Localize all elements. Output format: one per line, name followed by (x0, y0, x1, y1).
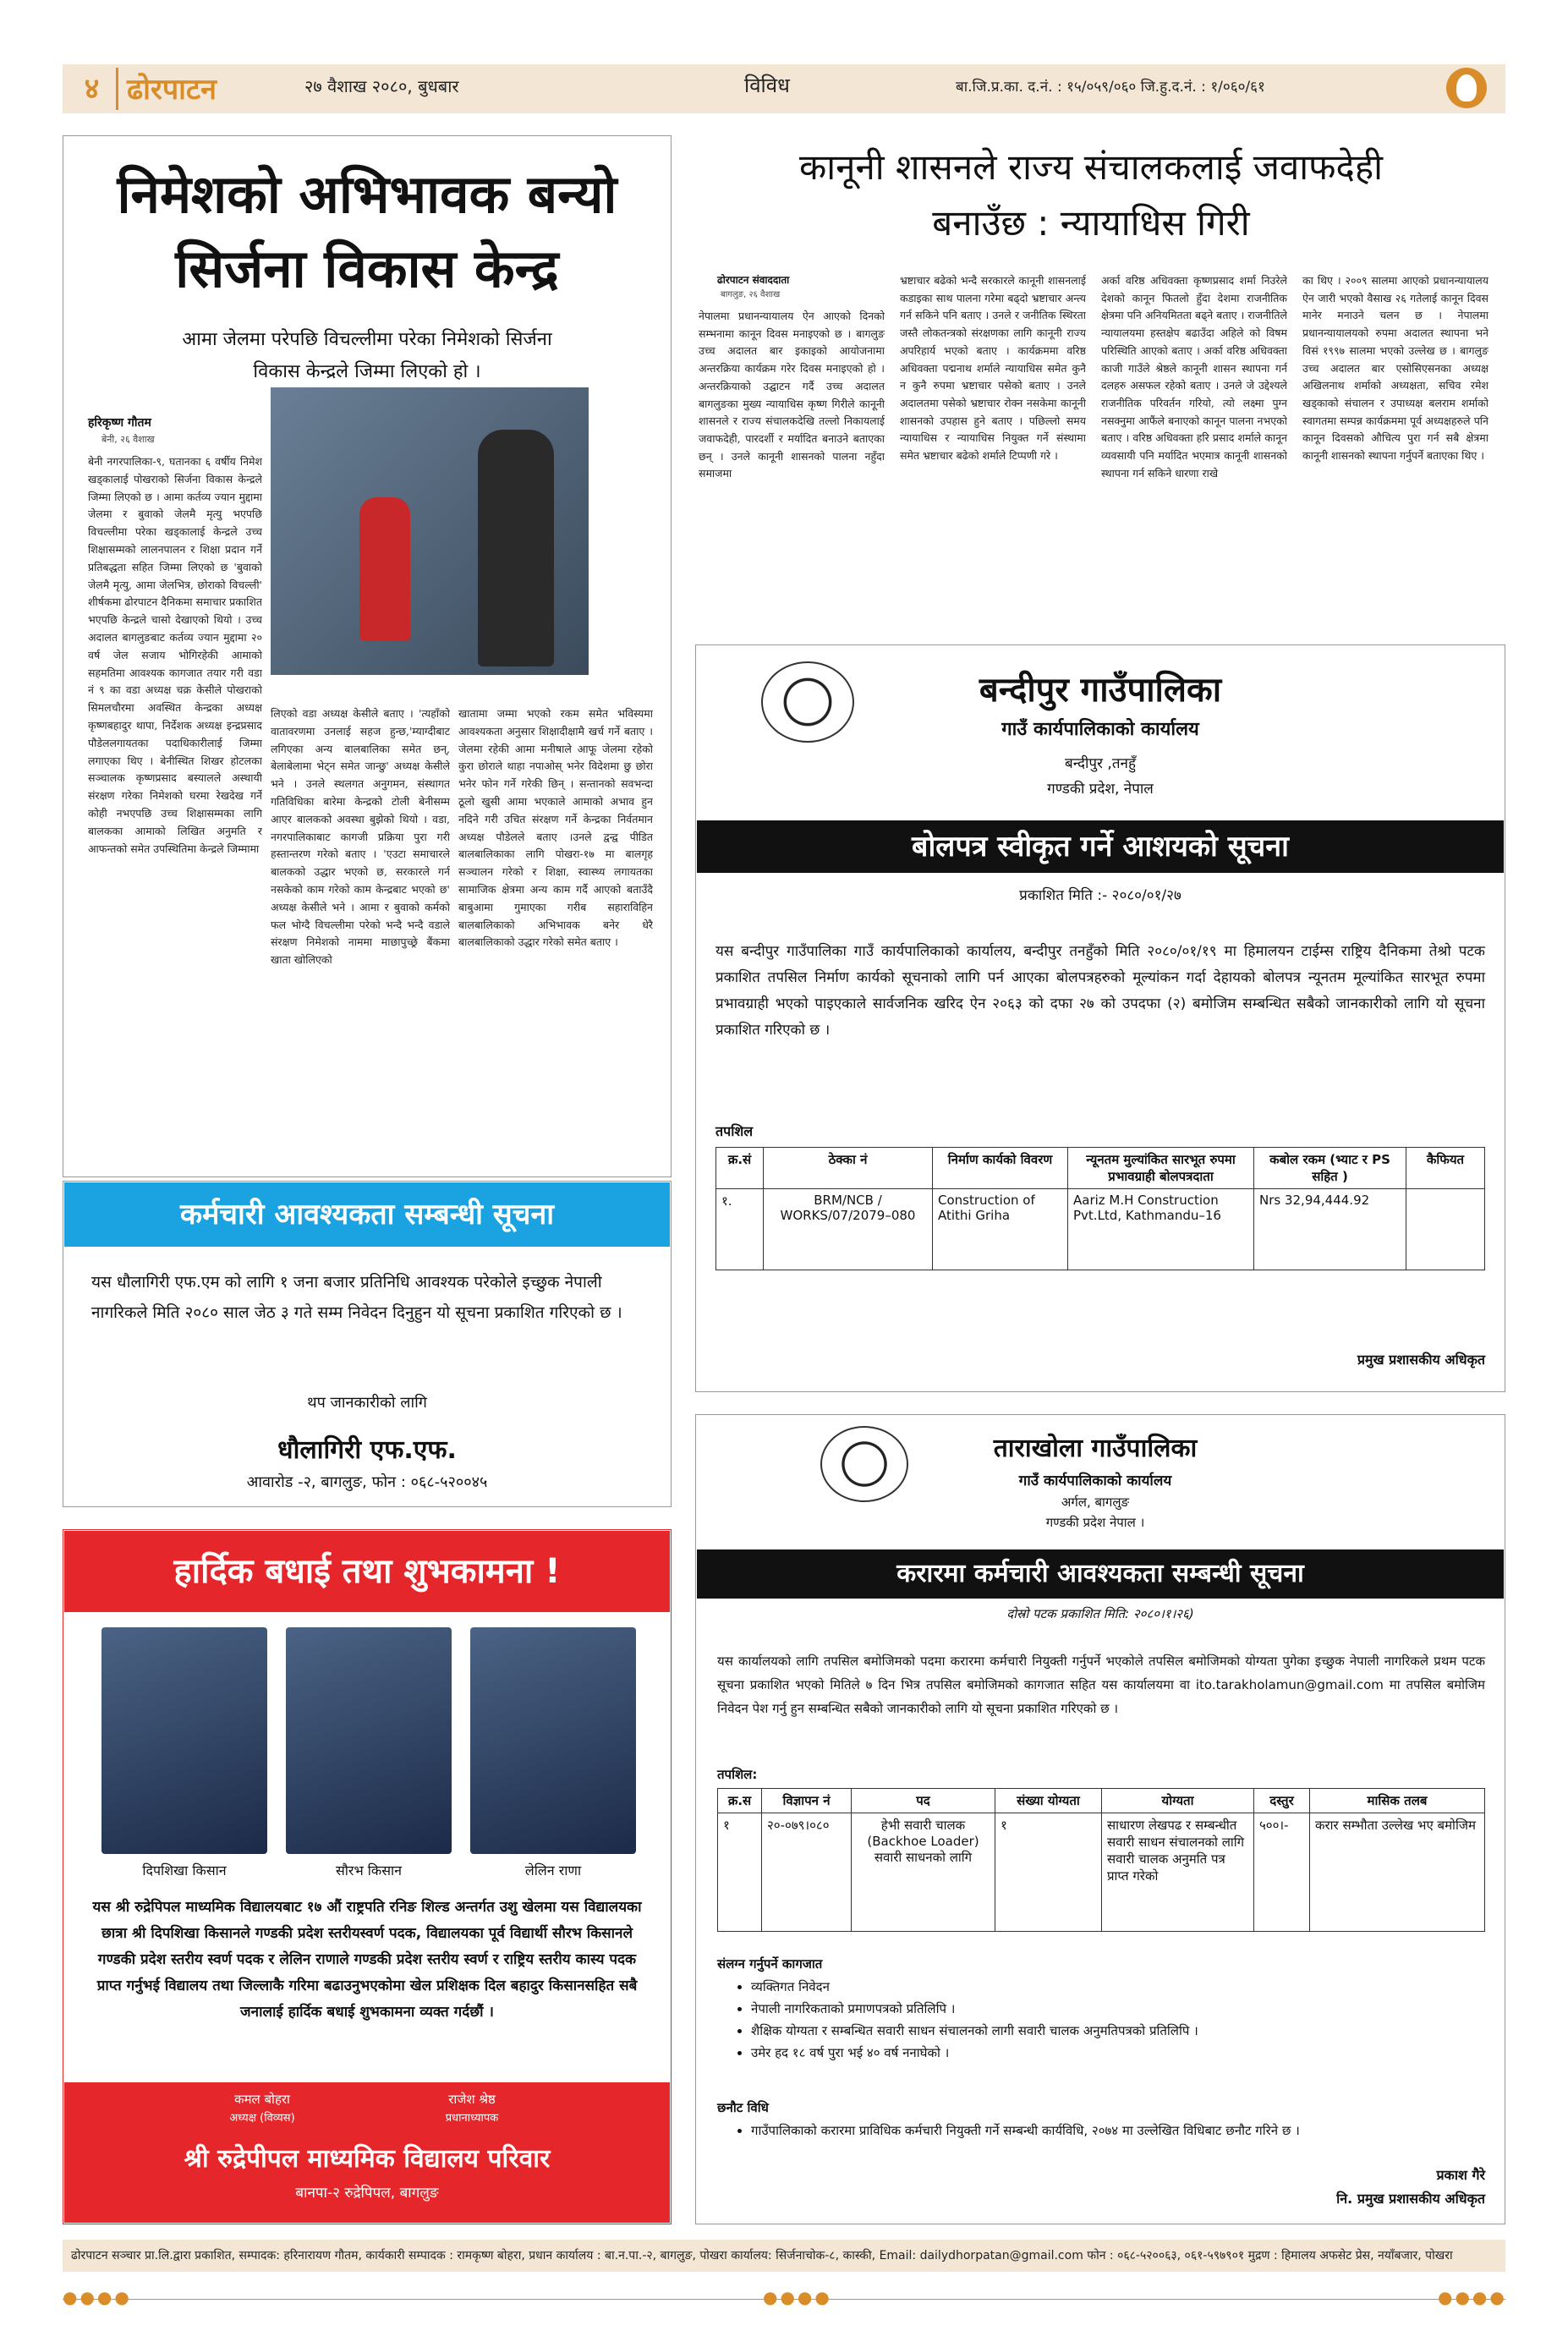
list-item: • शैक्षिक योग्यता र सम्बन्धित सवारी साधन संचालनको लागी सवारी चालक अनुमतिपत्रको प्रतिलिपि । (751, 2020, 1480, 2042)
footer-dots-center: ●●●● (763, 2287, 832, 2307)
story2-headline-1: कानूनी शासनले राज्य संचालकलाई जवाफदेही (799, 146, 1383, 188)
paper-name: ढोरपाटन (127, 73, 217, 107)
story2-dateline: बागलुङ, २६ वैशाख (721, 290, 781, 299)
tarakhola-addr1: अर्गल, बागलुङ (1061, 1495, 1130, 1510)
tarakhola-body: यस कार्यालयको लागि तपसिल बमोजिमको पदमा करारमा कर्मचारी नियुक्ती गर्नुपर्ने भएकोले तपसिल बमोजिमको योग्यता पुगेका इच्छुक नेपाली नागरिकले प्रथम पटक सूचना प्रकाशित भएको मितिले ७ दिन भित्र तपसिल बमोजिमको कागजात सहित यस कार्यालयमा वा ito.tarakholamun@gmail.com मा तपसिल बमोजिम निवेदन पेश गर्नु हुन सम्बन्धित सबैको जानकारीको लागि यो सूचना प्रकाशित गरिएको छ । (717, 1654, 1485, 1716)
bandipur-signatory: प्रमुख प्रशासकीय अधिकृत (1357, 1352, 1485, 1368)
paper-logo-icon (1446, 68, 1487, 108)
tarakhola-published: दोस्रो पटक प्रकाशित मिति: २०८०।१।२६) (1006, 1606, 1194, 1621)
tarakhola-sig-title: नि. प्रमुख प्रशासकीय अधिकृत (1336, 2191, 1485, 2207)
tarakhola-subtitle: गाउँ कार्यपालिकाको कार्यालय (1018, 1473, 1172, 1489)
col-header: क्र.स (718, 1789, 762, 1813)
col-header: विज्ञापन नं (762, 1789, 852, 1813)
bandipur-title: बन्दीपुर गाउँपालिका (979, 671, 1222, 710)
bandipur-table-label: तपशिल (715, 1123, 754, 1139)
photo-dipshikha (101, 1627, 267, 1854)
photo-man (478, 430, 554, 666)
table-row (716, 1189, 1485, 1270)
footer-dots-right: ●●●● (1438, 2287, 1507, 2307)
table-row (718, 1813, 1485, 1932)
story1-headline-2: सिर्जना विकास केन्द्र (175, 238, 559, 299)
bandipur-published: प्रकाशित मिति :- २०८०/०१/२७ (1019, 887, 1181, 904)
story1-headline-1: निमेशको अभिभावक बन्यो (117, 163, 617, 225)
table-cell (1406, 1189, 1485, 1270)
table-cell: १ (718, 1813, 762, 1932)
story2-column-4: का थिए । २००९ सालमा आएको प्रधानन्यायालय ऐन जारी भएको वैसाख २६ गतेलाई कानून दिवस मानेर मनाउने चलन छ । नेपालमा प्रधानन्यायालयको रुपमा अदालत स्थापना भने विसं १९९७ सालमा भएको उल्लेख छ । बागलुङ उच्च अदालत बार एसोसिएसनका अध्यक्ष अखिलनाथ शर्माको अध्यक्षता, सचिव रमेश खड्काको संचालन र उपाध्यक्ष बलराम शर्माको स्वागतमा सम्पन्न कार्यक्रममा पूर्व अध्यक्षहरुले पनि कानून दिवसको औचित्य पुरा गर्न सबै क्षेत्रमा कानूनी शासनको स्थापना गर्नुपर्ने बताएका थिए । (1302, 274, 1489, 463)
sig1-name: कमल बोहरा (234, 2092, 290, 2107)
table-cell: हेभी सवारी चालक (Backhoe Loader) सवारी साधनको लागि (852, 1813, 995, 1932)
school-address: बानपा-२ रुद्रेपिपल, बागलुङ (295, 2185, 439, 2202)
col-header: न्यूनतम मुल्यांकित सारभूत रुपमा प्रभावग्राही बोलपत्रदाता (1068, 1148, 1254, 1189)
bandipur-table (715, 1147, 1485, 1270)
table-cell: BRM/NCB / WORKS/07/2079–080 (764, 1189, 933, 1270)
tarakhola-banner: करारमा कर्मचारी आवश्यकता सम्बन्धी सूचना (697, 1549, 1504, 1599)
col-header: योग्यता (1102, 1789, 1254, 1813)
table-cell: २०-०७९।०८० (762, 1813, 852, 1932)
list-item: • व्यक्तिगत निवेदन (751, 1976, 1480, 1998)
sig2-title: प्रधानाध्यापक (445, 2112, 499, 2125)
sig2-name: राजेश श्रेष्ठ (448, 2092, 496, 2107)
photo-saurabh (286, 1627, 452, 1854)
school-name: श्री रुद्रेपीपल माध्यमिक विद्यालय परिवार (184, 2144, 551, 2174)
story1-column-1: बेनी नगरपालिका-९, घतानका ६ वर्षीय निमेश खड्कालाई पोखराको सिर्जना विकास केन्द्रले जिम्मा लिएको छ । आमा कर्तव्य ज्यान मुद्दामा जेलमा र बुवाको जेलमै मृत्यु भएपछि विचल्लीमा परेका खड्कालाई केन्द्रले उच्च शिक्षासम्मको लालनपालन र शिक्षा प्रदान गर्ने प्रतिबद्धता सहित जिम्मा लिएको छ 'बुवाको जेलमै मृत्यु, आमा जेलभित्र, छोराको विचल्ली' शीर्षकमा ढोरपाटन दैनिकमा समाचार प्रकाशित भएपछि केन्द्रले चासो देखाएको थियो । उच्च अदालत बागलुङबाट कर्तव्य ज्यान मुद्दामा २० वर्ष जेल सजाय भोगिरहेकी आमाको सहमतिमा आवश्यक कागजात तयार गरी वडा नं ९ का वडा अध्यक्ष चक्र केसीले पोखराको सिमलचौरमा अवस्थित केन्द्रका अध्यक्ष कृष्णबहादुर थापा, निर्देशक अध्यक्ष इन्द्रप्रसाद पौडेललगायतका पदाधिकारीलाई जिम्मा लगाएका थिए । बेनीस्थित शिखर होटलका सञ्चालक कृष्णप्रसाद बस्यालले अस्थायी संरक्षण गरेका निमेशको घरमा रेखदेख गर्ने कोही नभएपछि उच्च शिक्षासम्मका लागि बालकका आमाको लिखित अनुमति र आफन्तको समेत उपस्थितिमा केन्द्रले जिम्मामा (88, 455, 262, 855)
ad-staff-address: आवारोड -२, बागलुङ, फोन : ०६८-५२००४५ (246, 1473, 488, 1491)
photo-boy (359, 497, 410, 641)
table-cell: साधारण लेखपढ र सम्बन्धीत सवारी साधन संचालनको लागि सवारी चालक अनुमति पत्र प्राप्त गरेको (1102, 1813, 1254, 1932)
tarakhola-table-label: तपशिल: (717, 1767, 758, 1782)
footer-dots-left: ●●●● (63, 2287, 132, 2307)
person-name: दिपशिखा किसान (142, 1862, 227, 1879)
list-item: • उमेर हद १८ वर्ष पुरा भई ४० वर्ष ननाघेको । (751, 2042, 1480, 2064)
tarakhola-docs-list (736, 1976, 1480, 2064)
bandipur-addr2: गण्डकी प्रदेश, नेपाल (1047, 781, 1154, 798)
bandipur-banner: बोलपत्र स्वीकृत गर्ने आशयको सूचना (697, 820, 1504, 873)
col-header: कबोल रकम (भ्याट र PS सहित ) (1254, 1148, 1406, 1189)
col-header: ठेक्का नं (764, 1148, 933, 1189)
story2-column-2: भ्रष्टाचार बढेको भन्दै सरकारले कानूनी शासनलाई कडाइका साथ पालना गरेमा बढ्दो भ्रष्टाचार अन्त्य गर्न सकिने पनि बताए । उनले र जनीतिक स्थिरता जस्तै लोकतन्त्रको संरक्षणका लागि कानूनी राज्य अपरिहार्य भएको बताए । कार्यक्रममा वरिष्ठ अधिवक्ता पद्मनाथ शर्माले न्यायाधिस समेत कुनै न कुनै रुपमा भ्रष्टाचार पसेको बताए । उनले अदालतमा पसेको भ्रष्टाचार रोक्न नसकेमा कानूनी शासनको उपहास हुने बताए । पछिल्लो समय न्यायाधिस र न्यायाधिस नियुक्त गर्ने संस्थामा समेत भ्रष्टाचार बढेको शर्माले टिप्पणी गरे । (900, 274, 1086, 463)
story1-byline: हरिकृष्ण गौतम (88, 416, 151, 430)
table-cell: करार सम्भौता उल्लेख भए बमोजिम (1310, 1813, 1485, 1932)
tarakhola-addr2: गण्डकी प्रदेश नेपाल । (1045, 1515, 1145, 1530)
story2-column-1: नेपालमा प्रधानन्यायालय ऐन आएको दिनको सम्भनामा कानून दिवस मनाइएको छ । बागलुङ उच्च अदालत बार इकाइको आयोजनामा अन्तरक्रिया कार्यक्रम गरेर दिवस मनाइएको हो । अन्तरक्रियाको उद्घाटन गर्दै उच्च अदालत बागलुङका मुख्य न्यायाधिस कृष्ण गिरीले कानूनी शासनले र राज्य संचालकदेखि तल्लो निकायलाई जवाफदेही, पारदर्शी र मर्यादित बनाउने बताएका छन् । उनले कानूनी शासनको पालना नहुँदा समाजमा (699, 310, 885, 480)
table-cell: Aariz M.H Construction Pvt.Ltd, Kathmandu–16 (1068, 1189, 1254, 1270)
list-item: • नेपाली नागरिकताको प्रमाणपत्रको प्रतिलिपि । (751, 1998, 1480, 2020)
section-category: विविध (744, 74, 790, 97)
story1-column-2: लिएको वडा अध्यक्ष केसीले बताए । 'त्यहाँको वातावरणमा उनलाई सहज हुन्छ,'म्याग्दीबाट लगिएका अन्य बालबालिका समेत छन्, बेलाबेलामा भेट्न समेत जान्छु' अध्यक्ष केसीले भने । उनले स्थलगत अनुगमन, संस्थागत गतिविधिका बारेमा केन्द्रको टोली बेनीसम्म आएर बालकको अवस्था बुझेको थियो । वडा, नगरपालिकाबाट कागजी प्रक्रिया पुरा गरी हस्तान्तरण गरेको बताए । 'एउटा समाचारले बालकको उद्धार भएको छ, सरकारले गर्न नसकेको काम गरेको काम केन्द्रबाट भएको छ' अध्यक्ष केसीले भने । आमा र बुवाको कर्मको फल भोग्दै विचल्लीमा परेको भन्दै भन्दै वडाले संरक्षण निमेशको नाममा माछापुच्छ्रे बैंकमा खाता खोलिएको (271, 707, 450, 967)
col-header: निर्माण कार्यको विवरण (933, 1148, 1068, 1189)
bandipur-body: यस बन्दीपुर गाउँपालिका गाउँ कार्यपालिकाको कार्यालय, बन्दीपुर तनहुँको मिति २०८०/०१/१९ मा हिमालयन टाईम्स राष्ट्रिय दैनिकमा तेश्रो पटक प्रकाशित तपसिल निर्माण कार्यको सूचनाको लागि पर्न आएका बोलपत्रहरुको मूल्यांकन गर्दा देहायको बोलपत्र न्यूनतम मूल्यांकित सारभूत रुपमा प्रभावग्राही भएको पाइएकाले सार्वजनिक खरिद ऐन २०६३ को दफा २७ को उपदफा (२) बमोजिम सम्बन्धित सबैको जानकारीको लागि यो सूचना प्रकाशित गरिएको छ । (715, 943, 1485, 1039)
ad-congrats-body: यस श्री रुद्रेपिपल माध्यमिक विद्यालयबाट १७ औं राष्ट्रपति रनिङ शिल्ड अन्तर्गत उशु खेलमा यस विद्यालयका छात्रा श्री दिपशिखा किसानले गण्डकी प्रदेश स्तरीयस्वर्ण पदक, विद्यालयका पूर्व विद्यार्थी सौरभ किसानले गण्डकी प्रदेश स्तरीय स्वर्ण पदक र लेलिन राणाले गण्डकी प्रदेश स्तरीय स्वर्ण र राष्ट्रिय स्तरीय कास्य पदक प्राप्त गर्नुभई विद्यालय तथा जिल्लाकै गरिमा बढाउनुभएकोमा खेल प्रशिक्षक दिल बहादुर किसानसहित सबै जनालाई हार्दिक बधाई शुभकामना व्यक्त गर्दछौं । (92, 1899, 642, 2021)
story2-byline: ढोरपाटन संवाददाता (717, 274, 790, 286)
tarakhola-selection-title: छनौट विधि (717, 2100, 769, 2115)
bandipur-addr1: बन्दीपुर ,तनहुँ (1065, 755, 1136, 772)
col-header: क्र.सं (716, 1148, 764, 1189)
ad-staff-org: धौलागिरी एफ.एफ. (277, 1435, 457, 1465)
page-number: ४ (68, 68, 118, 110)
story1-subhead-2: विकास केन्द्रले जिम्मा लिएको हो । (253, 361, 481, 382)
story1-dateline: बेनी, २६ वैशाख (101, 434, 155, 445)
ad-staff-contact-label: थप जानकारीको लागि (307, 1394, 427, 1412)
col-header: पद (852, 1789, 995, 1813)
photo-lelin (470, 1627, 636, 1854)
table-cell: Nrs 32,94,444.92 (1254, 1189, 1406, 1270)
person-name: लेलिन राणा (524, 1862, 582, 1879)
table-cell: १. (716, 1189, 764, 1270)
table-cell: Construction of Atithi Griha (933, 1189, 1068, 1270)
nepal-emblem-icon (820, 1426, 908, 1502)
ad-congrats-banner: हार्दिक बधाई तथा शुभकामना ! (64, 1531, 670, 1612)
col-header: मासिक तलब (1310, 1789, 1485, 1813)
tarakhola-sig-name: प्रकाश गैरे (1436, 2167, 1485, 2183)
tarakhola-table (717, 1788, 1485, 1932)
tarakhola-title: ताराखोला गाउँपालिका (993, 1434, 1198, 1463)
table-cell: ५००।- (1254, 1813, 1310, 1932)
tarakhola-selection-list (736, 2120, 1480, 2142)
list-item: • गाउँपालिकाको करारमा प्राविधिक कर्मचारी नियुक्ती गर्ने सम्बन्धी कार्यविधि, २०७४ मा उल्लेखित विधिबाट छनौट गरिने छ । (751, 2120, 1480, 2142)
story1-photo (271, 387, 589, 675)
footer-imprint: ढोरपाटन सञ्चार प्रा.लि.द्वारा प्रकाशित, सम्पादक: हरिनारायण गौतम, कार्यकारी सम्पादक : रामकृष्ण बोहरा, प्रधान कार्यालय : बा.न.पा.-२, बागलुङ, पोखरा कार्यालय: सिर्जनाचोक-८, कास्की, Email: dailydhorpatan@gmail.com फोन : ०६८-५२००६३, ०६१-५९७९०१ मुद्रण : हिमालय अफसेट प्रेस, नयाँबजार, पोखरा (63, 2240, 1505, 2272)
col-header: दस्तुर (1254, 1789, 1310, 1813)
story2-headline-2: बनाउँछ : न्यायाधिस गिरी (932, 202, 1250, 244)
table-cell: १ (995, 1813, 1102, 1932)
col-header: संख्या योग्यता (995, 1789, 1102, 1813)
bandipur-subtitle: गाउँ कार्यपालिकाको कार्यालय (1001, 719, 1199, 740)
issue-date: २७ वैशाख २०८०, बुधबार (304, 76, 459, 96)
registration-number: बा.जि.प्र.का. द.नं. : १५/०५९/०६० जि.हु.द.नं. : १/०६०/६१ (956, 79, 1265, 96)
sig1-title: अध्यक्ष (विव्यस) (229, 2112, 295, 2125)
story1-subhead-1: आमा जेलमा परेपछि विचल्लीमा परेका निमेशको सिर्जना (182, 329, 552, 350)
story1-column-3: खातामा जम्मा भएको रकम समेत भविस्यमा आवश्यकता अनुसार शिक्षादीक्षामै खर्च गर्ने बताए । जेलमा रहेकी आमा मनीषाले आफू जेलमा रहेको कुरा छोराले थाहा नपाओस् भनेर विदेशमा छु छोरा भनेर फोन गर्ने गरेकी छिन् । सन्तानको सवभन्दा ठूलो खुसी आमा भएकाले आमाको अभाव हुन नदिने गरी उचित संरक्षण गर्ने केन्द्रका निर्वतमान अध्यक्ष पौडेलले बताए ।उनले द्वन्द्व पीडित बालबालिकाका लागि पोखरा-१७ मा बालगृह सञ्चालन गरेको र शिक्षा, स्वास्थ्य लगायतका सामाजिक क्षेत्रमा अन्य काम गर्दै आएको बताउँदै बाबुआमा गुमाएका गरीब सहाराविहिन बालबालिकाको अभिभावक बनेर धेरै बालबालिकाको उद्धार गरेको समेत बताए । (458, 707, 653, 949)
person-name: सौरभ किसान (335, 1862, 403, 1879)
story2-column-3: अर्का वरिष्ठ अधिवक्ता कृष्णप्रसाद शर्मा निउरेले देशको कानून फितलो हुँदा देशमा राजनीतिक क्षेत्रमा पनि अनियमितता बढ्ने बताए । राजनीतिले न्यायालयमा हस्तक्षेप बढाउँदा अहिले को विषम परिस्थिति आएको बताए । अर्का वरिष्ठ अधिवक्ता काजी गाउँले श्रेष्ठले कानूनी शासन स्थापना गर्न दलहरु असफल रहेको बताए । उनले जे उद्देश्यले राजनीतिक परिवर्तन गरियो, त्यो लक्ष्मा पुग्न नसक्नुमा आफैंले बनाएको कानून पालना नभएको बताए । वरिष्ठ अधिवक्ता हरि प्रसाद शर्माले कानून व्यवसायी पनि मर्यादित भएमात्र कानूनी शासनको स्थापना गर्न सकिने धारणा राखे (1101, 274, 1287, 480)
col-header: कैफियत (1406, 1148, 1485, 1189)
ad-staff-body: यस धौलागिरी एफ.एम को लागि १ जना बजार प्रतिनिधि आवश्यक परेकोले इच्छुक नेपाली नागरिकले मिति २०८० साल जेठ ३ गते सम्म निवेदन दिनुहुन यो सूचना प्रकाशित गरिएको छ । (91, 1273, 622, 1322)
tarakhola-docs-title: संलग्न गर्नुपर्ने कागजात (717, 1956, 823, 1972)
ad-staff-banner: कर्मचारी आवश्यकता सम्बन्धी सूचना (64, 1182, 670, 1247)
